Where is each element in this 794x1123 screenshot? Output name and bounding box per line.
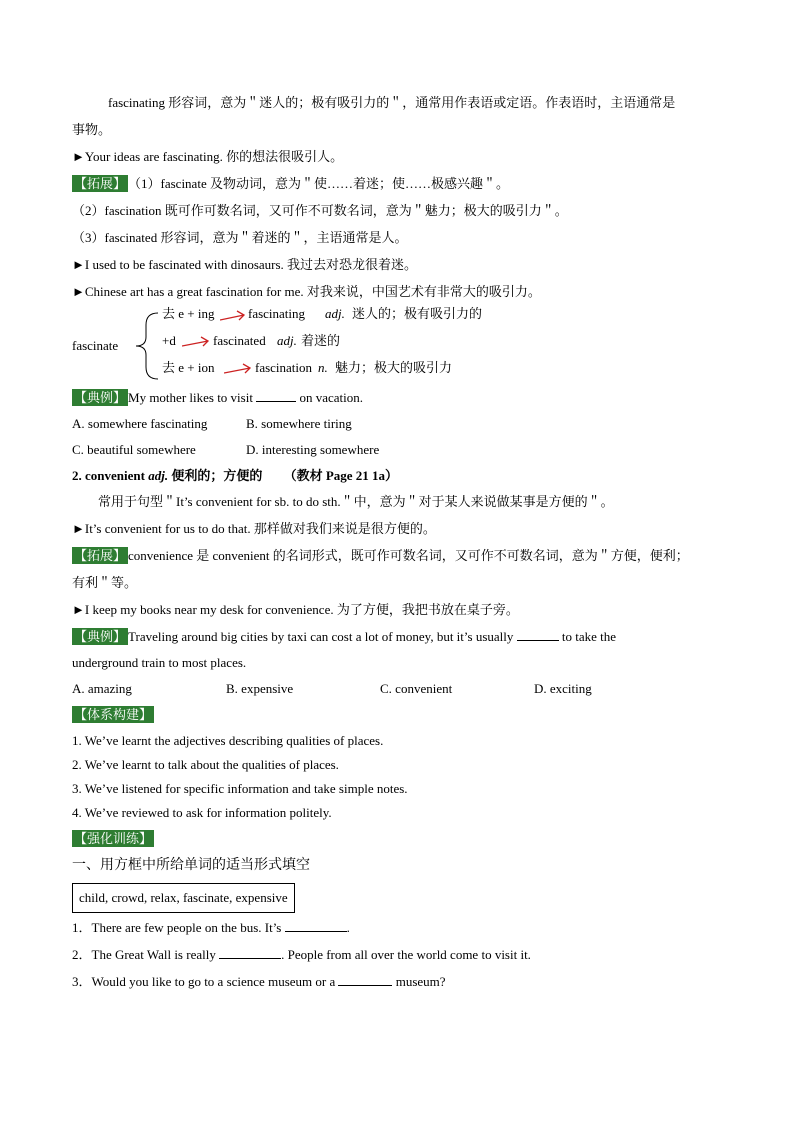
- option-d[interactable]: D. interesting somewhere: [246, 442, 380, 457]
- diagram-word-3: fascination: [255, 360, 313, 375]
- option-b[interactable]: B. expensive: [226, 681, 294, 696]
- system-item-1: 1. We’ve learnt the adjectives describing qualities of places.: [72, 733, 384, 748]
- example-sentence: ►I keep my books near my desk for convenience. 为了方便，我把书放在桌子旁。: [72, 602, 519, 617]
- question-2-text: Traveling around big cities by taxi can cost a lot of money, but it’s usually: [128, 629, 514, 644]
- question-1-options-row2: [72, 441, 724, 459]
- diagram-root-word: fascinate: [72, 338, 119, 353]
- fill-question-2-text: 2．The Great Wall is really: [72, 947, 216, 962]
- tuozhan-item-1: [72, 175, 724, 193]
- dianli-tag: 【典例】: [74, 629, 127, 644]
- option-d[interactable]: D. exciting: [534, 681, 592, 696]
- training-tag: 【强化训练】: [74, 831, 153, 846]
- arrow-right-icon: [182, 336, 210, 350]
- option-a[interactable]: A. somewhere fascinating: [72, 416, 208, 431]
- diagram-meaning-2: 着迷的: [301, 333, 341, 348]
- question-2-text-end: underground train to most places.: [72, 655, 247, 670]
- convenient-tuozhan-text: convenience 是 convenient 的名词形式，既可作可数名词，又可作不可数名词，意为＂方便，便利；: [128, 548, 689, 563]
- tuozhan-tag: 【拓展】: [74, 548, 127, 563]
- convenient-heading-pos: adj.: [148, 468, 169, 483]
- training-section: [72, 830, 724, 848]
- diagram-pos-1: adj.: [325, 306, 345, 321]
- fill-question-1-text: 1．There are few people on the bus. It’s: [72, 920, 282, 935]
- fill-question-3: [72, 973, 724, 991]
- example-sentence: ►It’s convenient for us to do that. 那样做对我们来说是很方便的。: [72, 521, 436, 536]
- training-instruction: 一、用方框中所给单词的适当形式填空: [72, 858, 310, 873]
- dianli-tag: 【典例】: [74, 390, 127, 405]
- system-item-4: 4. We’ve reviewed to ask for information politely.: [72, 805, 332, 820]
- answer-blank[interactable]: [256, 389, 296, 402]
- answer-blank[interactable]: [285, 919, 347, 932]
- option-c[interactable]: C. beautiful somewhere: [72, 442, 196, 457]
- diagram-rule-2: +d: [162, 333, 176, 348]
- convenient-usage: 常用于句型＂It’s convenient for sb. to do sth.＂中，意为＂对于某人来说做某事是方便的＂。: [98, 494, 614, 509]
- example-sentence: ►Chinese art has a great fascination for me. 对我来说，中国艺术有非常大的吸引力。: [72, 284, 541, 299]
- fill-question-3-text: 3．Would you like to go to a science museum or a: [72, 974, 336, 989]
- convenient-tuozhan-cont: 有利＂等。: [72, 575, 138, 590]
- system-build-section: [72, 706, 724, 724]
- fill-question-2-end: . People from all over the world come to visit it.: [281, 947, 531, 962]
- question-1-text: My mother likes to visit: [128, 390, 253, 405]
- tuozhan-item-2: （2）fascination 既可作可数名词，又可作不可数名词，意为＂魅力；极大的吸引力＂。: [72, 203, 568, 218]
- textbook-source: （教材 Page 21 1a）: [283, 468, 399, 483]
- diagram-meaning-1: 迷人的；极有吸引力的: [352, 306, 483, 321]
- arrow-right-icon: [220, 310, 246, 324]
- tuozhan-item-3: （3）fascinated 形容词，意为＂着迷的＂，主语通常是人。: [72, 230, 408, 245]
- option-c[interactable]: C. convenient: [380, 681, 453, 696]
- question-1-stem: [72, 389, 724, 407]
- system-item-2: 2. We’ve learnt to talk about the qualities of places.: [72, 757, 339, 772]
- example-sentence: ►Your ideas are fascinating. 你的想法很吸引人。: [72, 149, 344, 164]
- word-box: child, crowd, relax, fascinate, expensive: [72, 883, 295, 913]
- system-build-tag: 【体系构建】: [74, 707, 153, 722]
- tuozhan-tag: 【拓展】: [74, 176, 127, 191]
- diagram-word-1: fascinating: [248, 306, 306, 321]
- question-1-options-row1: [72, 415, 724, 433]
- question-2-options: [72, 680, 724, 698]
- answer-blank[interactable]: [517, 628, 559, 641]
- option-b[interactable]: B. somewhere tiring: [246, 416, 352, 431]
- fill-question-3-end: museum?: [395, 974, 446, 989]
- example-sentence: ►I used to be fascinated with dinosaurs. 我过去对恐龙很着迷。: [72, 257, 418, 272]
- convenient-heading-word: 2. convenient: [72, 468, 145, 483]
- diagram-rule-3: 去 e + ion: [162, 360, 215, 375]
- diagram-meaning-3: 魅力；极大的吸引力: [335, 360, 453, 375]
- answer-blank[interactable]: [219, 946, 281, 959]
- system-item-3: 3. We’ve listened for specific information and take simple notes.: [72, 781, 408, 796]
- question-2-stem: [72, 628, 724, 646]
- option-a[interactable]: A. amazing: [72, 681, 132, 696]
- fascinating-intro-line1: fascinating 形容词，意为＂迷人的；极有吸引力的＂，通常用作表语或定语。作表语时，主语通常是: [108, 95, 676, 110]
- fill-question-1-end: .: [346, 920, 350, 935]
- document-page: [72, 94, 724, 991]
- word-formation-diagram: [72, 305, 724, 387]
- fill-question-1: [72, 919, 724, 937]
- convenient-heading: [72, 467, 724, 485]
- answer-blank[interactable]: [338, 973, 392, 986]
- diagram-pos-2: adj.: [277, 333, 297, 348]
- arrow-right-icon: [224, 363, 252, 377]
- fill-question-2: [72, 946, 724, 964]
- word-box-wrap: [72, 883, 724, 913]
- diagram-rule-1: 去 e + ing: [162, 306, 215, 321]
- convenient-heading-meaning: 便利的；方便的: [171, 468, 263, 483]
- question-2-text-cont: to take the: [561, 629, 617, 644]
- question-1-text-end: on vacation.: [299, 390, 364, 405]
- diagram-pos-3: n.: [318, 360, 328, 375]
- fascinating-intro-line2: 事物。: [72, 122, 112, 137]
- tuozhan-item-1-text: （1）fascinate 及物动词，意为＂使……着迷；使……极感兴趣＂。: [128, 176, 509, 191]
- diagram-word-2: fascinated: [213, 333, 266, 348]
- convenient-tuozhan: [72, 547, 724, 565]
